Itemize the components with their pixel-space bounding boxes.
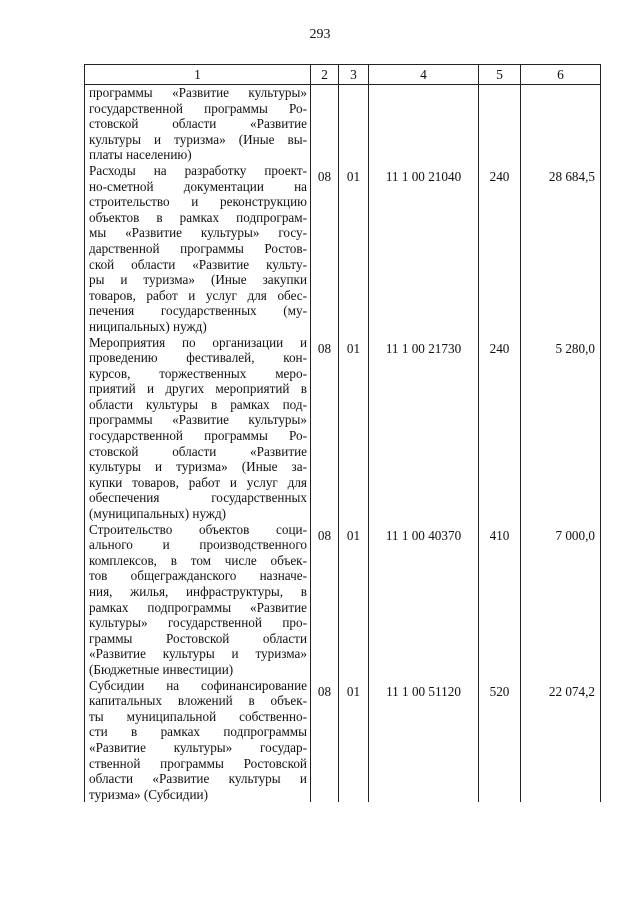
- description-line: дарственной программы Ростов-: [89, 240, 307, 256]
- target-article-code: 11 1 00 51120: [369, 678, 479, 803]
- table-row: [85, 335, 601, 522]
- description-line: государственной программы Ро-: [89, 428, 307, 444]
- expense-type-code: [479, 85, 521, 163]
- description-line: культуры и туризма» (Иные вы-: [89, 131, 307, 147]
- subsection-code: 01: [339, 335, 369, 522]
- table-header: [85, 65, 601, 85]
- description-line: платы населению): [89, 147, 192, 163]
- description-line: ального и производственного: [89, 537, 307, 553]
- amount: 5 280,0: [521, 335, 601, 522]
- target-article-code: [369, 85, 479, 163]
- header-cell-2: 2: [311, 65, 339, 85]
- description-line: ственной программы Ростовской: [89, 755, 307, 771]
- description-line: проведению фестивалей, кон-: [89, 350, 307, 366]
- description-line: ты муниципальной собственно-: [89, 708, 307, 724]
- amount: 7 000,0: [521, 522, 601, 678]
- subsection-code: [339, 85, 369, 163]
- subsection-code: 01: [339, 678, 369, 803]
- row-description: [85, 85, 311, 163]
- header-cell-4: 4: [369, 65, 479, 85]
- description-line: культуры» государственной про-: [89, 615, 307, 631]
- section-code: 08: [311, 522, 339, 678]
- description-line: курсов, торжественных меро-: [89, 365, 307, 381]
- expense-type-code: 240: [479, 335, 521, 522]
- description-line: программы «Развитие культуры»: [89, 85, 307, 100]
- description-line: государственной программы Ро-: [89, 100, 307, 116]
- subsection-code: 01: [339, 163, 369, 335]
- budget-table: [84, 64, 601, 802]
- row-description: [85, 335, 311, 522]
- row-description: [85, 678, 311, 803]
- description-line: программы «Развитие культуры»: [89, 412, 307, 428]
- description-line: Мероприятия по организации и: [89, 334, 307, 350]
- description-line: граммы Ростовской области: [89, 630, 307, 646]
- description-line: печения государственных (му-: [89, 303, 307, 319]
- header-cell-6: 6: [521, 65, 601, 85]
- description-line: тов общегражданского назначе-: [89, 568, 307, 584]
- description-line: товаров, работ и услуг для обес-: [89, 287, 307, 303]
- description-line: ры и туризма» (Иные закупки: [89, 272, 307, 288]
- description-line: «Развитие культуры и туризма»: [89, 646, 307, 662]
- target-article-code: 11 1 00 21730: [369, 335, 479, 522]
- table-row: [85, 522, 601, 678]
- description-line: (муниципальных) нужд): [89, 506, 227, 522]
- description-line: Расходы на разработку проект-: [89, 162, 307, 178]
- description-line: строительство и реконструкцию: [89, 194, 307, 210]
- expense-type-code: 410: [479, 522, 521, 678]
- description-line: рамках подпрограммы «Развитие: [89, 599, 307, 615]
- amount: 22 074,2: [521, 678, 601, 803]
- description-line: «Развитие культуры» государ-: [89, 739, 307, 755]
- subsection-code: 01: [339, 522, 369, 678]
- description-line: туризма» (Субсидии): [89, 786, 208, 802]
- table-row: [85, 678, 601, 803]
- description-line: ской области «Развитие культу-: [89, 256, 307, 272]
- section-code: [311, 85, 339, 163]
- section-code: 08: [311, 335, 339, 522]
- expense-type-code: 520: [479, 678, 521, 803]
- expense-type-code: 240: [479, 163, 521, 335]
- description-line: Субсидии на софинансирование: [89, 677, 307, 693]
- description-line: ниципальных) нужд): [89, 318, 207, 334]
- description-line: комплексов, в том числе объек-: [89, 552, 307, 568]
- description-line: области «Развитие культуры и: [89, 771, 307, 787]
- amount: [521, 85, 601, 163]
- description-line: обеспечения государственных: [89, 490, 307, 506]
- target-article-code: 11 1 00 40370: [369, 522, 479, 678]
- row-description: [85, 522, 311, 678]
- description-line: (Бюджетные инвестиции): [89, 661, 234, 677]
- description-line: Строительство объектов соци-: [89, 521, 307, 537]
- description-line: области культуры в рамках под-: [89, 396, 307, 412]
- header-cell-3: 3: [339, 65, 369, 85]
- description-line: приятий и других мероприятий в: [89, 381, 307, 397]
- section-code: 08: [311, 163, 339, 335]
- description-line: сти в рамках подпрограммы: [89, 724, 307, 740]
- description-line: купки товаров, работ и услуг для: [89, 474, 307, 490]
- description-line: стовской области «Развитие: [89, 443, 307, 459]
- description-line: капитальных вложений в объек-: [89, 693, 307, 709]
- header-cell-5: 5: [479, 65, 521, 85]
- row-description: [85, 163, 311, 335]
- page-number: 293: [309, 27, 331, 42]
- description-line: культуры и туризма» (Иные за-: [89, 459, 307, 475]
- description-line: объектов в рамках подпрограм-: [89, 209, 307, 225]
- description-line: стовской области «Развитие: [89, 116, 307, 132]
- description-line: мы «Развитие культуры» госу-: [89, 225, 307, 241]
- target-article-code: 11 1 00 21040: [369, 163, 479, 335]
- section-code: 08: [311, 678, 339, 803]
- table-row: [85, 163, 601, 335]
- table-body: [85, 85, 601, 803]
- description-line: но-сметной документации на: [89, 178, 307, 194]
- amount: 28 684,5: [521, 163, 601, 335]
- description-line: ния, жилья, инфраструктуры, в: [89, 584, 307, 599]
- header-cell-1: 1: [85, 65, 311, 85]
- table-row: [85, 85, 601, 163]
